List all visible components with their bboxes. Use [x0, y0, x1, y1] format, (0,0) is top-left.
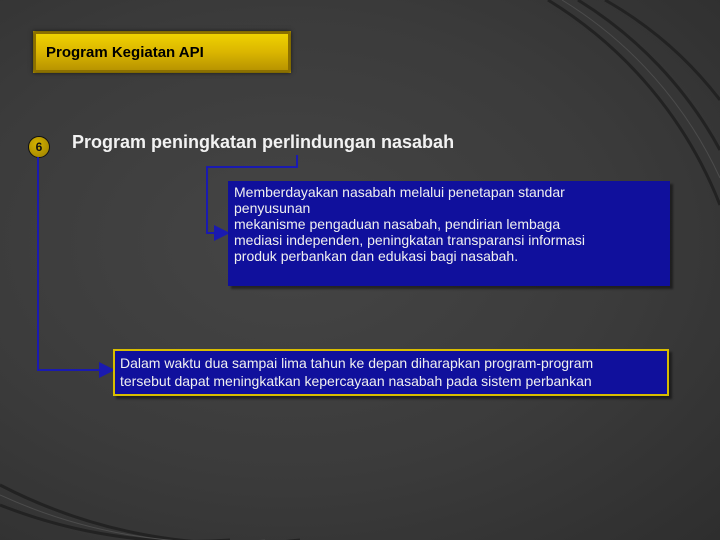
- item-heading: Program peningkatan perlindungan nasabah: [72, 132, 455, 152]
- detail-line: mediasi independen, peningkatan transparansi informasi: [234, 232, 585, 248]
- detail-line: Memberdayakan nasabah melalui penetapan standar: [234, 184, 565, 200]
- slide-title: [34, 32, 290, 72]
- detail-line: produk perbankan dan edukasi bagi nasabah.: [234, 248, 519, 264]
- item-number: 6: [35, 140, 43, 154]
- outcome-line: tersebut dapat meningkatkan kepercayaan nasabah pada sistem perbankan: [120, 373, 592, 389]
- detail-box: [228, 181, 670, 286]
- slide-title-text: Program Kegiatan API: [46, 43, 204, 61]
- detail-line: mekanisme pengaduan nasabah, pendirian lembaga: [234, 216, 561, 232]
- item-number-badge: [28, 136, 50, 158]
- outcome-box: [113, 349, 669, 396]
- detail-line: penyusunan: [234, 200, 311, 216]
- outcome-line: Dalam waktu dua sampai lima tahun ke depan diharapkan program-program: [120, 355, 594, 371]
